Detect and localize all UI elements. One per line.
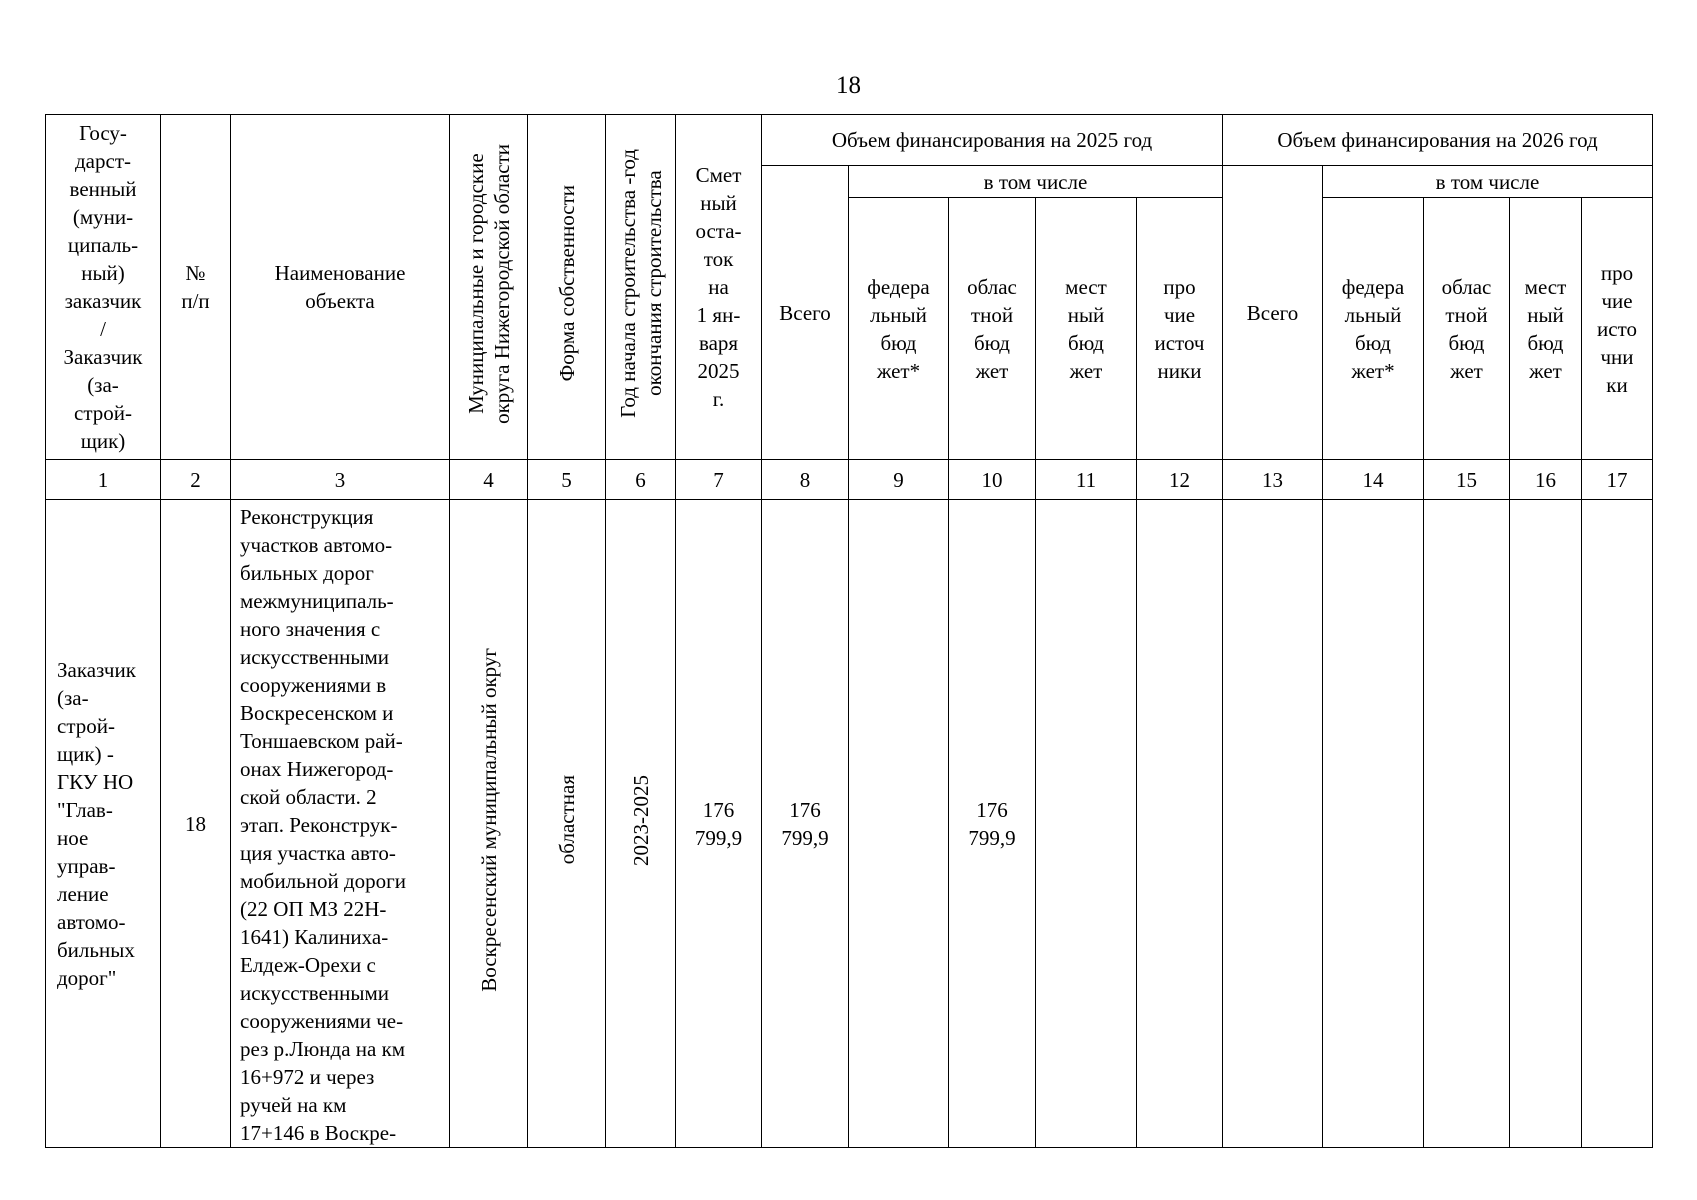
row-regional-2025: 176 799,9 [949,500,1036,1148]
header-ownership-cell [528,115,606,460]
column-number: 14 [1323,460,1424,500]
column-number: 6 [606,460,676,500]
header-district: Муниципальные и городские округа Нижегородской области [463,143,514,424]
column-number: 3 [231,460,450,500]
header-district-cell [450,115,528,460]
row-district: Воскресенский муниципальный округ [476,648,501,992]
column-number: 12 [1137,460,1223,500]
financing-table [45,114,1653,1148]
header-number: № п/п [161,115,231,460]
header-customer: Госу- дарст- венный (муни- ципаль- ный) заказчик / Заказчик (за- строй- щик) [46,115,161,460]
row-balance: 176 799,9 [676,500,762,1148]
row-federal-2026 [1323,500,1424,1148]
table-row [46,500,1653,1148]
row-years-cell [606,500,676,1148]
row-customer: Заказчик (за- строй- щик) - ГКУ НО "Глав- ное управ- ление автомо- бильных дорог" [46,500,161,1148]
header-local-2025: мест ный бюд жет [1036,198,1137,460]
column-number: 8 [762,460,849,500]
row-years: 2023-2025 [628,774,653,866]
header-years: Год начала строительства -год окончания строительства [615,149,666,418]
column-number-row [46,460,1653,500]
header-other-2025: про чие источ ники [1137,198,1223,460]
header-total-2026: Всего [1223,166,1323,460]
header-including-2025: в том числе [849,166,1223,198]
row-local-2025 [1036,500,1137,1148]
row-other-2026 [1582,500,1653,1148]
row-regional-2026 [1424,500,1510,1148]
header-row-1 [46,115,1653,166]
column-number: 17 [1582,460,1653,500]
column-number: 13 [1223,460,1323,500]
row-object-name: Реконструкция участков автомо- бильных дорог межмуниципаль- ного значения с искусственными сооружениями в Воскресенском и Тоншаевском рай- онах Нижегород- ской области. 2 этап. Реконструк- ция участка авто- мобильной дороги (22 ОП МЗ 22Н- 1641) Калиниха- Елдеж-Орехи с искусственными сооружениями че- рез р.Люнда на км 16+972 и через ручей на км 17+146 в Воскре- [231,500,450,1148]
page-number: 18 [836,72,861,99]
header-group-2025: Объем финансирования на 2025 год [762,115,1223,166]
row-total-2025: 176 799,9 [762,500,849,1148]
row-total-2026 [1223,500,1323,1148]
row-ownership: областная [554,775,579,865]
header-federal-2026: федера льный бюд жет* [1323,198,1424,460]
column-number: 9 [849,460,949,500]
header-regional-2026: облас тной бюд жет [1424,198,1510,460]
header-balance: Смет ный оста- ток на 1 ян- варя 2025 г. [676,115,762,460]
column-number: 1 [46,460,161,500]
header-including-2026: в том числе [1323,166,1653,198]
column-number: 4 [450,460,528,500]
header-local-2026: мест ный бюд жет [1510,198,1582,460]
header-object-name: Наименование объекта [231,115,450,460]
header-total-2025: Всего [762,166,849,460]
header-group-2026: Объем финансирования на 2026 год [1223,115,1653,166]
column-number: 10 [949,460,1036,500]
row-number: 18 [161,500,231,1148]
header-ownership: Форма собственности [554,185,579,382]
row-local-2026 [1510,500,1582,1148]
header-years-cell [606,115,676,460]
column-number: 2 [161,460,231,500]
column-number: 11 [1036,460,1137,500]
column-number: 16 [1510,460,1582,500]
row-ownership-cell [528,500,606,1148]
header-other-2026: про чие исто чни ки [1582,198,1653,460]
row-other-2025 [1137,500,1223,1148]
header-regional-2025: облас тной бюд жет [949,198,1036,460]
column-number: 15 [1424,460,1510,500]
row-district-cell [450,500,528,1148]
header-federal-2025: федера льный бюд жет* [849,198,949,460]
column-number: 5 [528,460,606,500]
row-federal-2025 [849,500,949,1148]
column-number: 7 [676,460,762,500]
